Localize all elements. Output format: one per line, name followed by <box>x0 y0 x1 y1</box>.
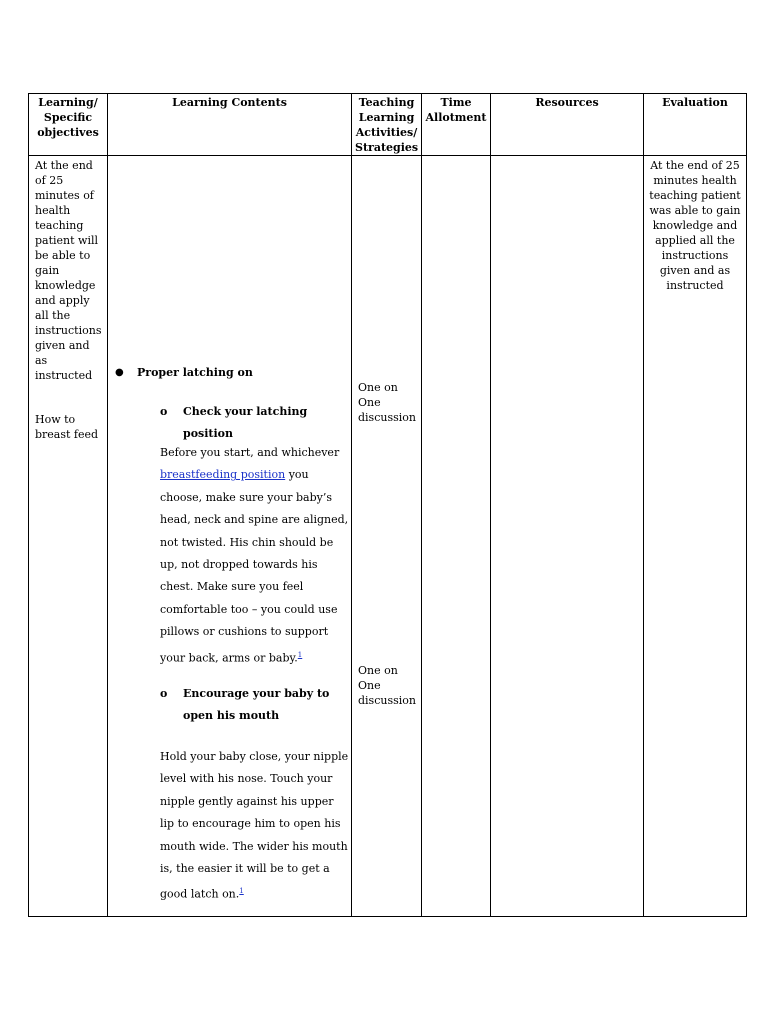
footnote-link[interactable]: 1 <box>297 650 303 659</box>
header-time: Time Allotment <box>422 94 491 156</box>
sub-bullet-label: Check your latching position <box>183 405 308 440</box>
sub-bullet-open-mouth <box>160 683 345 727</box>
evaluation-cell <box>644 156 747 917</box>
paragraph-check-position <box>160 442 350 670</box>
objectives-cell <box>29 156 108 917</box>
strategies-cell <box>352 156 422 917</box>
sub-bullet-icon: o <box>160 405 168 418</box>
header-objectives: Learning/ Specific objectives <box>29 94 108 156</box>
time-cell <box>422 156 491 917</box>
breastfeeding-position-link[interactable]: breastfeeding position <box>160 468 286 482</box>
table-row <box>29 156 747 917</box>
header-contents: Learning Contents <box>108 94 352 156</box>
objective-topic: How to breast feed <box>35 413 99 441</box>
table-header-row <box>29 94 747 156</box>
paragraph-text: Before you start, and whichever <box>160 446 340 459</box>
sub-bullet-check-position <box>160 401 345 445</box>
header-strategies: Teaching Learning Activities/ Strategies <box>352 94 422 156</box>
resources-cell <box>491 156 644 917</box>
paragraph-open-mouth <box>160 746 350 907</box>
sub-bullet-icon: o <box>160 687 168 700</box>
bullet-label: Proper latching on <box>137 366 253 379</box>
strategy-text: One on One discussion <box>358 664 416 707</box>
evaluation-text: At the end of 25 minutes health teaching patient was able to gain knowledge and applied all the instructions given and as instructed <box>649 159 741 292</box>
bullet-icon: ● <box>115 367 124 378</box>
header-resources: Resources <box>491 94 644 156</box>
footnote-link[interactable]: 1 <box>239 887 244 896</box>
objective-text: At the end of 25 minutes of health teaching patient will be able to gain knowledge and apply all the instructions given and as instructed <box>35 159 102 382</box>
strategy-text: One on One discussion <box>358 381 416 424</box>
paragraph-text: you choose, make sure your baby’s head, neck and spine are aligned, not twisted. His chin should be up, not dropped towards his chest. Make sure you feel comfortable too – you could use pillows or cushions to support your back, arms or baby. <box>160 468 349 665</box>
health-teaching-plan-table <box>28 93 747 917</box>
sub-bullet-label: Encourage your baby to open his mouth <box>183 687 330 722</box>
header-evaluation: Evaluation <box>644 94 747 156</box>
paragraph-text: Hold your baby close, your nipple level with his nose. Touch your nipple gently against his upper lip to encourage him to open his mouth wide. The wider his mouth is, the easier it will be to get a good latch on. <box>160 750 349 902</box>
contents-cell <box>108 156 352 917</box>
